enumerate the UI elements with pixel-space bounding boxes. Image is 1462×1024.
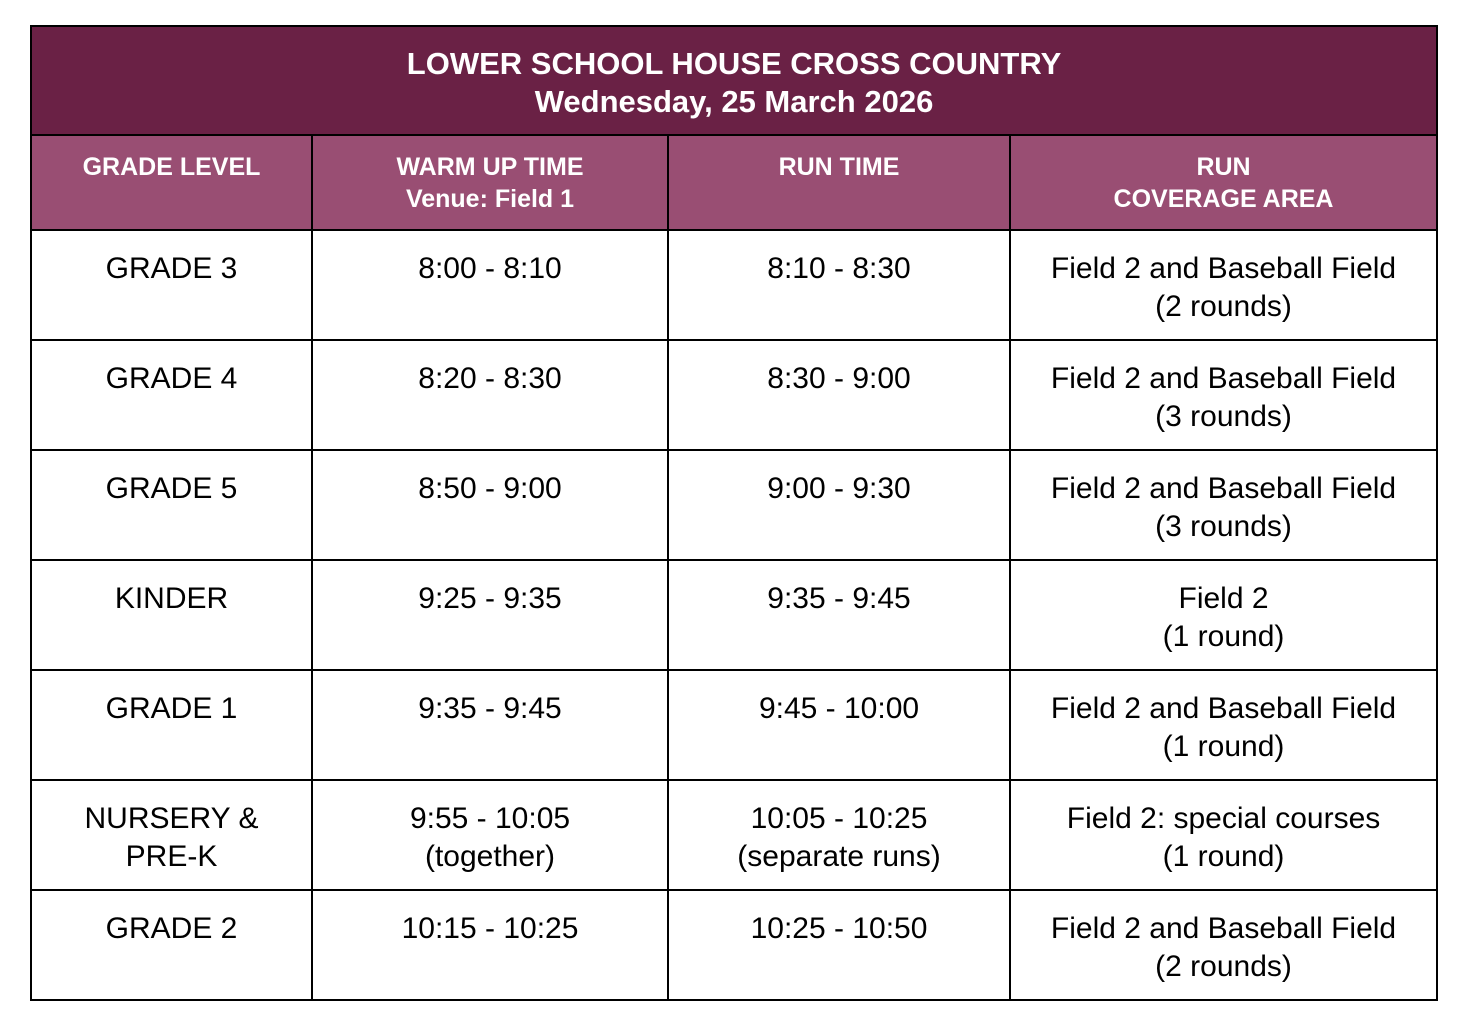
warm-up-time-cell [312, 670, 668, 780]
header-warm-up-time [312, 135, 668, 230]
coverage-area-cell-line1: Field 2: special courses [1066, 802, 1381, 835]
run-time-cell [668, 890, 1010, 1000]
run-time-cell [668, 450, 1010, 560]
schedule-body [31, 230, 1437, 1000]
coverage-area-cell-line2: (2 rounds) [1155, 950, 1292, 983]
coverage-area-cell [1010, 340, 1437, 450]
coverage-area-cell-line2: (1 round) [1162, 730, 1285, 763]
run-time-cell [668, 230, 1010, 340]
run-time-cell-line1: 8:10 - 8:30 [767, 252, 911, 285]
grade-cell-line1: NURSERY & [84, 802, 259, 835]
header-label: RUN [1196, 153, 1251, 181]
coverage-area-cell-line1: Field 2 [1178, 582, 1269, 615]
table-row [31, 340, 1437, 450]
run-time-cell [668, 340, 1010, 450]
warm-up-time-cell [312, 560, 668, 670]
grade-cell [31, 230, 312, 340]
table-title [31, 26, 1437, 135]
table-row [31, 450, 1437, 560]
grade-cell-line1: GRADE 1 [105, 692, 238, 725]
grade-cell [31, 670, 312, 780]
warm-up-time-cell-line1: 9:55 - 10:05 [409, 802, 571, 835]
warm-up-time-cell [312, 890, 668, 1000]
warm-up-time-cell [312, 450, 668, 560]
run-time-cell-line1: 10:25 - 10:50 [750, 912, 928, 945]
coverage-area-cell-line2: (1 round) [1162, 840, 1285, 873]
header-label: GRADE LEVEL [82, 153, 261, 181]
header-run-time [668, 135, 1010, 230]
coverage-area-cell-line2: (2 rounds) [1155, 290, 1292, 323]
run-time-cell-line1: 10:05 - 10:25 [750, 802, 928, 835]
warm-up-time-cell [312, 780, 668, 890]
header-row [31, 135, 1437, 230]
table-row [31, 230, 1437, 340]
coverage-area-cell [1010, 670, 1437, 780]
header-label: WARM UP TIME [396, 153, 584, 181]
run-time-cell-line2: (separate runs) [737, 840, 941, 873]
coverage-area-cell [1010, 450, 1437, 560]
coverage-area-cell [1010, 780, 1437, 890]
header-run-coverage-area [1010, 135, 1437, 230]
grade-cell [31, 560, 312, 670]
warm-up-time-cell-line1: 8:00 - 8:10 [418, 252, 562, 285]
title-heading: LOWER SCHOOL HOUSE CROSS COUNTRY [406, 46, 1062, 81]
grade-cell-line1: GRADE 4 [105, 362, 238, 395]
coverage-area-cell [1010, 230, 1437, 340]
coverage-area-cell-line1: Field 2 and Baseball Field [1050, 692, 1397, 725]
coverage-area-cell [1010, 560, 1437, 670]
warm-up-time-cell [312, 340, 668, 450]
title-date: Wednesday, 25 March 2026 [534, 84, 934, 119]
grade-cell-line1: GRADE 5 [105, 472, 238, 505]
run-time-cell [668, 780, 1010, 890]
warm-up-time-cell-line2: (together) [424, 840, 556, 873]
coverage-area-cell [1010, 890, 1437, 1000]
warm-up-time-cell-line1: 10:15 - 10:25 [401, 912, 579, 945]
run-time-cell-line1: 9:35 - 9:45 [767, 582, 911, 615]
coverage-area-cell-line1: Field 2 and Baseball Field [1050, 252, 1397, 285]
run-time-cell [668, 670, 1010, 780]
grade-cell-line2: PRE-K [125, 840, 218, 873]
coverage-area-cell-line2: (3 rounds) [1155, 400, 1292, 433]
coverage-area-cell-line2: (3 rounds) [1155, 510, 1292, 543]
grade-cell-line1: KINDER [114, 582, 229, 615]
warm-up-time-cell-line1: 9:35 - 9:45 [418, 692, 562, 725]
warm-up-time-cell-line1: 8:20 - 8:30 [418, 362, 562, 395]
grade-cell [31, 450, 312, 560]
coverage-area-cell-line1: Field 2 and Baseball Field [1050, 472, 1397, 505]
run-time-cell [668, 560, 1010, 670]
header-grade-level [31, 135, 312, 230]
grade-cell [31, 890, 312, 1000]
table-row [31, 670, 1437, 780]
grade-cell-line1: GRADE 2 [105, 912, 238, 945]
title-row [31, 26, 1437, 135]
grade-cell [31, 340, 312, 450]
coverage-area-cell-line1: Field 2 and Baseball Field [1050, 912, 1397, 945]
run-time-cell-line1: 9:45 - 10:00 [758, 692, 920, 725]
run-time-cell-line1: 8:30 - 9:00 [767, 362, 911, 395]
grade-cell-line1: GRADE 3 [105, 252, 238, 285]
table-row [31, 890, 1437, 1000]
table-row [31, 560, 1437, 670]
grade-cell [31, 780, 312, 890]
coverage-area-cell-line2: (1 round) [1162, 620, 1285, 653]
warm-up-time-cell-line1: 9:25 - 9:35 [418, 582, 562, 615]
header-sublabel: Venue: Field 1 [405, 185, 575, 213]
schedule-table [30, 25, 1438, 1001]
coverage-area-cell-line1: Field 2 and Baseball Field [1050, 362, 1397, 395]
warm-up-time-cell [312, 230, 668, 340]
warm-up-time-cell-line1: 8:50 - 9:00 [418, 472, 562, 505]
header-sublabel: COVERAGE AREA [1113, 185, 1334, 213]
table-row [31, 780, 1437, 890]
header-label: RUN TIME [778, 153, 900, 181]
schedule-document [30, 25, 1436, 1001]
run-time-cell-line1: 9:00 - 9:30 [767, 472, 911, 505]
